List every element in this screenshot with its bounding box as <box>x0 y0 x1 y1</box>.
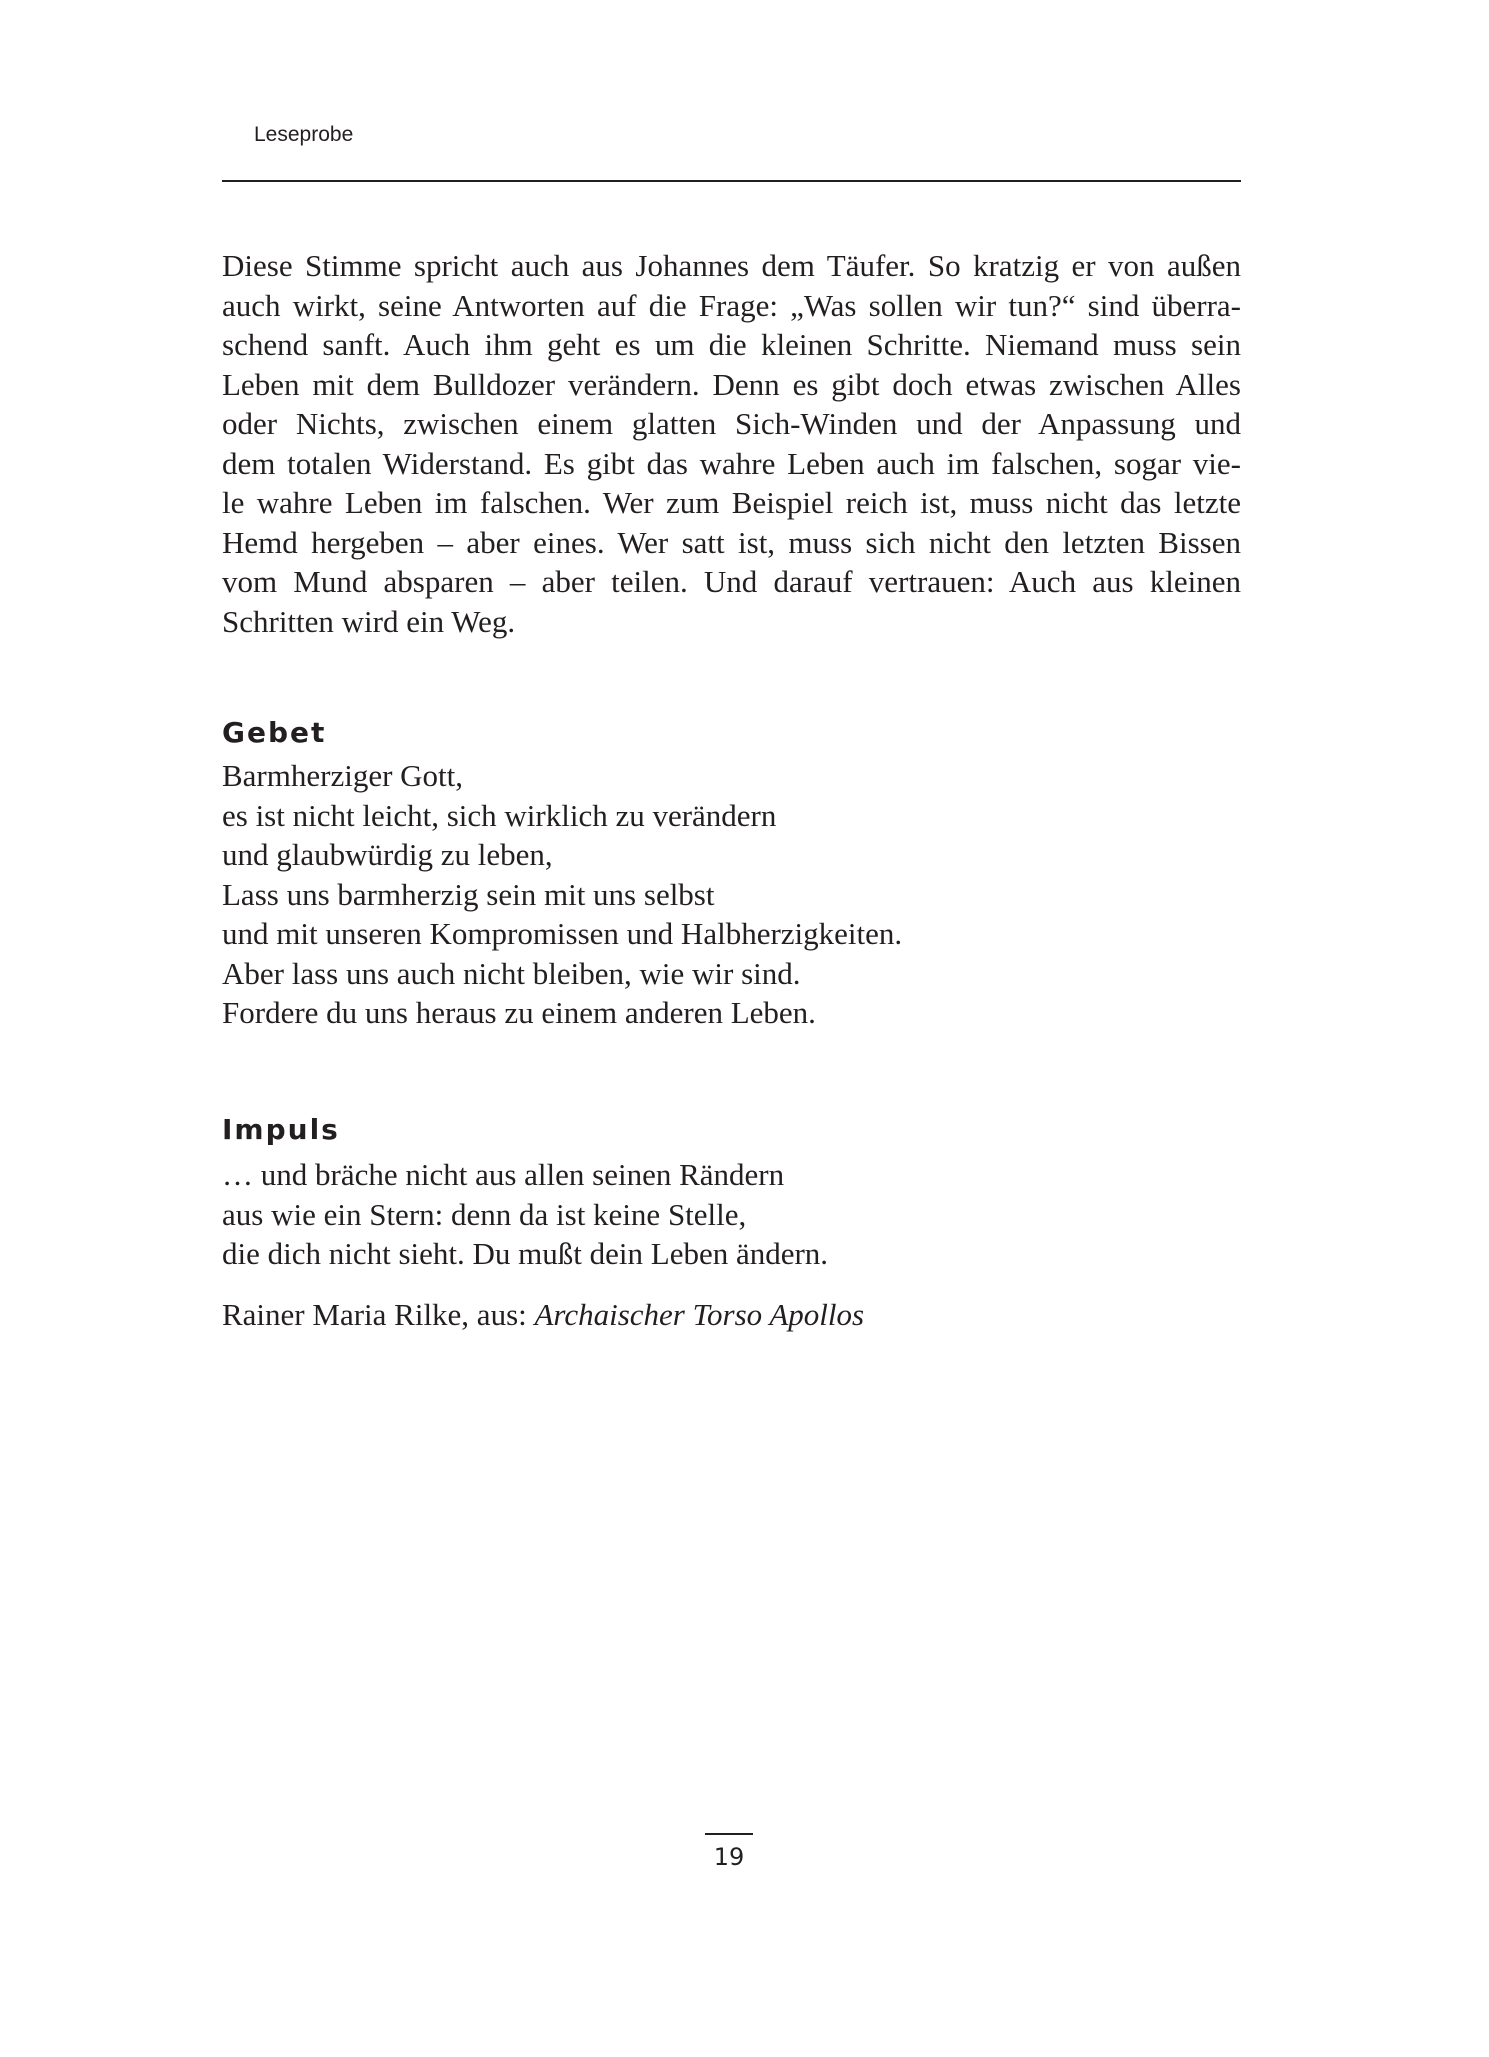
prayer-line: Fordere du uns heraus zu einem anderen Leben. <box>222 995 816 1030</box>
paragraph-line: Hemd hergeben – aber eines. Wer satt ist, muss sich nicht den letzten Bissen <box>222 524 1241 560</box>
page-number: 19 <box>713 1843 745 1871</box>
prayer-line: Barmherziger Gott, <box>222 758 464 793</box>
paragraph-line: Schritten wird ein Weg. <box>222 603 516 639</box>
prayer-line: und mit unseren Kompromissen und Halbherzigkeiten. <box>222 916 903 951</box>
running-header: Leseprobe <box>254 123 354 146</box>
prayer-line: es ist nicht leicht, sich wirklich zu verändern <box>222 797 777 833</box>
prayer-text <box>222 756 902 1033</box>
prayer-line: und glaubwürdig zu leben, <box>222 837 553 872</box>
poem-excerpt <box>222 1155 828 1274</box>
poem-line: … und bräche nicht aus allen seinen Rändern <box>222 1157 785 1192</box>
attribution-work-title: Archaischer Torso Apollos <box>534 1297 865 1332</box>
attribution-author: Rainer Maria Rilke, aus: <box>222 1297 535 1332</box>
paragraph-line: dem totalen Widerstand. Es gibt das wahre Leben auch im falschen, sogar vie- <box>222 445 1241 481</box>
poem-line: die dich nicht sieht. Du mußt dein Leben ändern. <box>222 1236 829 1271</box>
paragraph-line: le wahre Leben im falschen. Wer zum Beispiel reich ist, muss nicht das letzte <box>222 485 1241 520</box>
footer-divider <box>705 1833 753 1835</box>
paragraph-line: schend sanft. Auch ihm geht es um die kleinen Schritte. Niemand muss sein <box>222 327 1241 362</box>
paragraph-line: Diese Stimme spricht auch aus Johannes dem Täufer. So kratzig er von außen <box>222 248 1241 283</box>
prayer-line: Aber lass uns auch nicht bleiben, wie wir sind. <box>222 955 801 991</box>
section-heading-impuls: Impuls <box>222 1113 340 1146</box>
paragraph-line: Leben mit dem Bulldozer verändern. Denn es gibt doch etwas zwischen Alles <box>222 366 1241 402</box>
poem-line: aus wie ein Stern: denn da ist keine Stelle, <box>222 1196 747 1232</box>
section-heading-gebet: Gebet <box>222 716 327 749</box>
paragraph-line: oder Nichts, zwischen einem glatten Sich-Winden und der Anpassung und <box>222 406 1241 441</box>
paragraph-line: vom Mund absparen – aber teilen. Und darauf vertrauen: Auch aus kleinen <box>222 564 1241 599</box>
poem-attribution <box>222 1295 864 1335</box>
header-divider <box>222 180 1241 182</box>
prayer-line: Lass uns barmherzig sein mit uns selbst <box>222 876 715 912</box>
intro-paragraph <box>222 246 1241 641</box>
paragraph-line: auch wirkt, seine Antworten auf die Frage: „Was sollen wir tun?“ sind überra- <box>222 287 1241 323</box>
